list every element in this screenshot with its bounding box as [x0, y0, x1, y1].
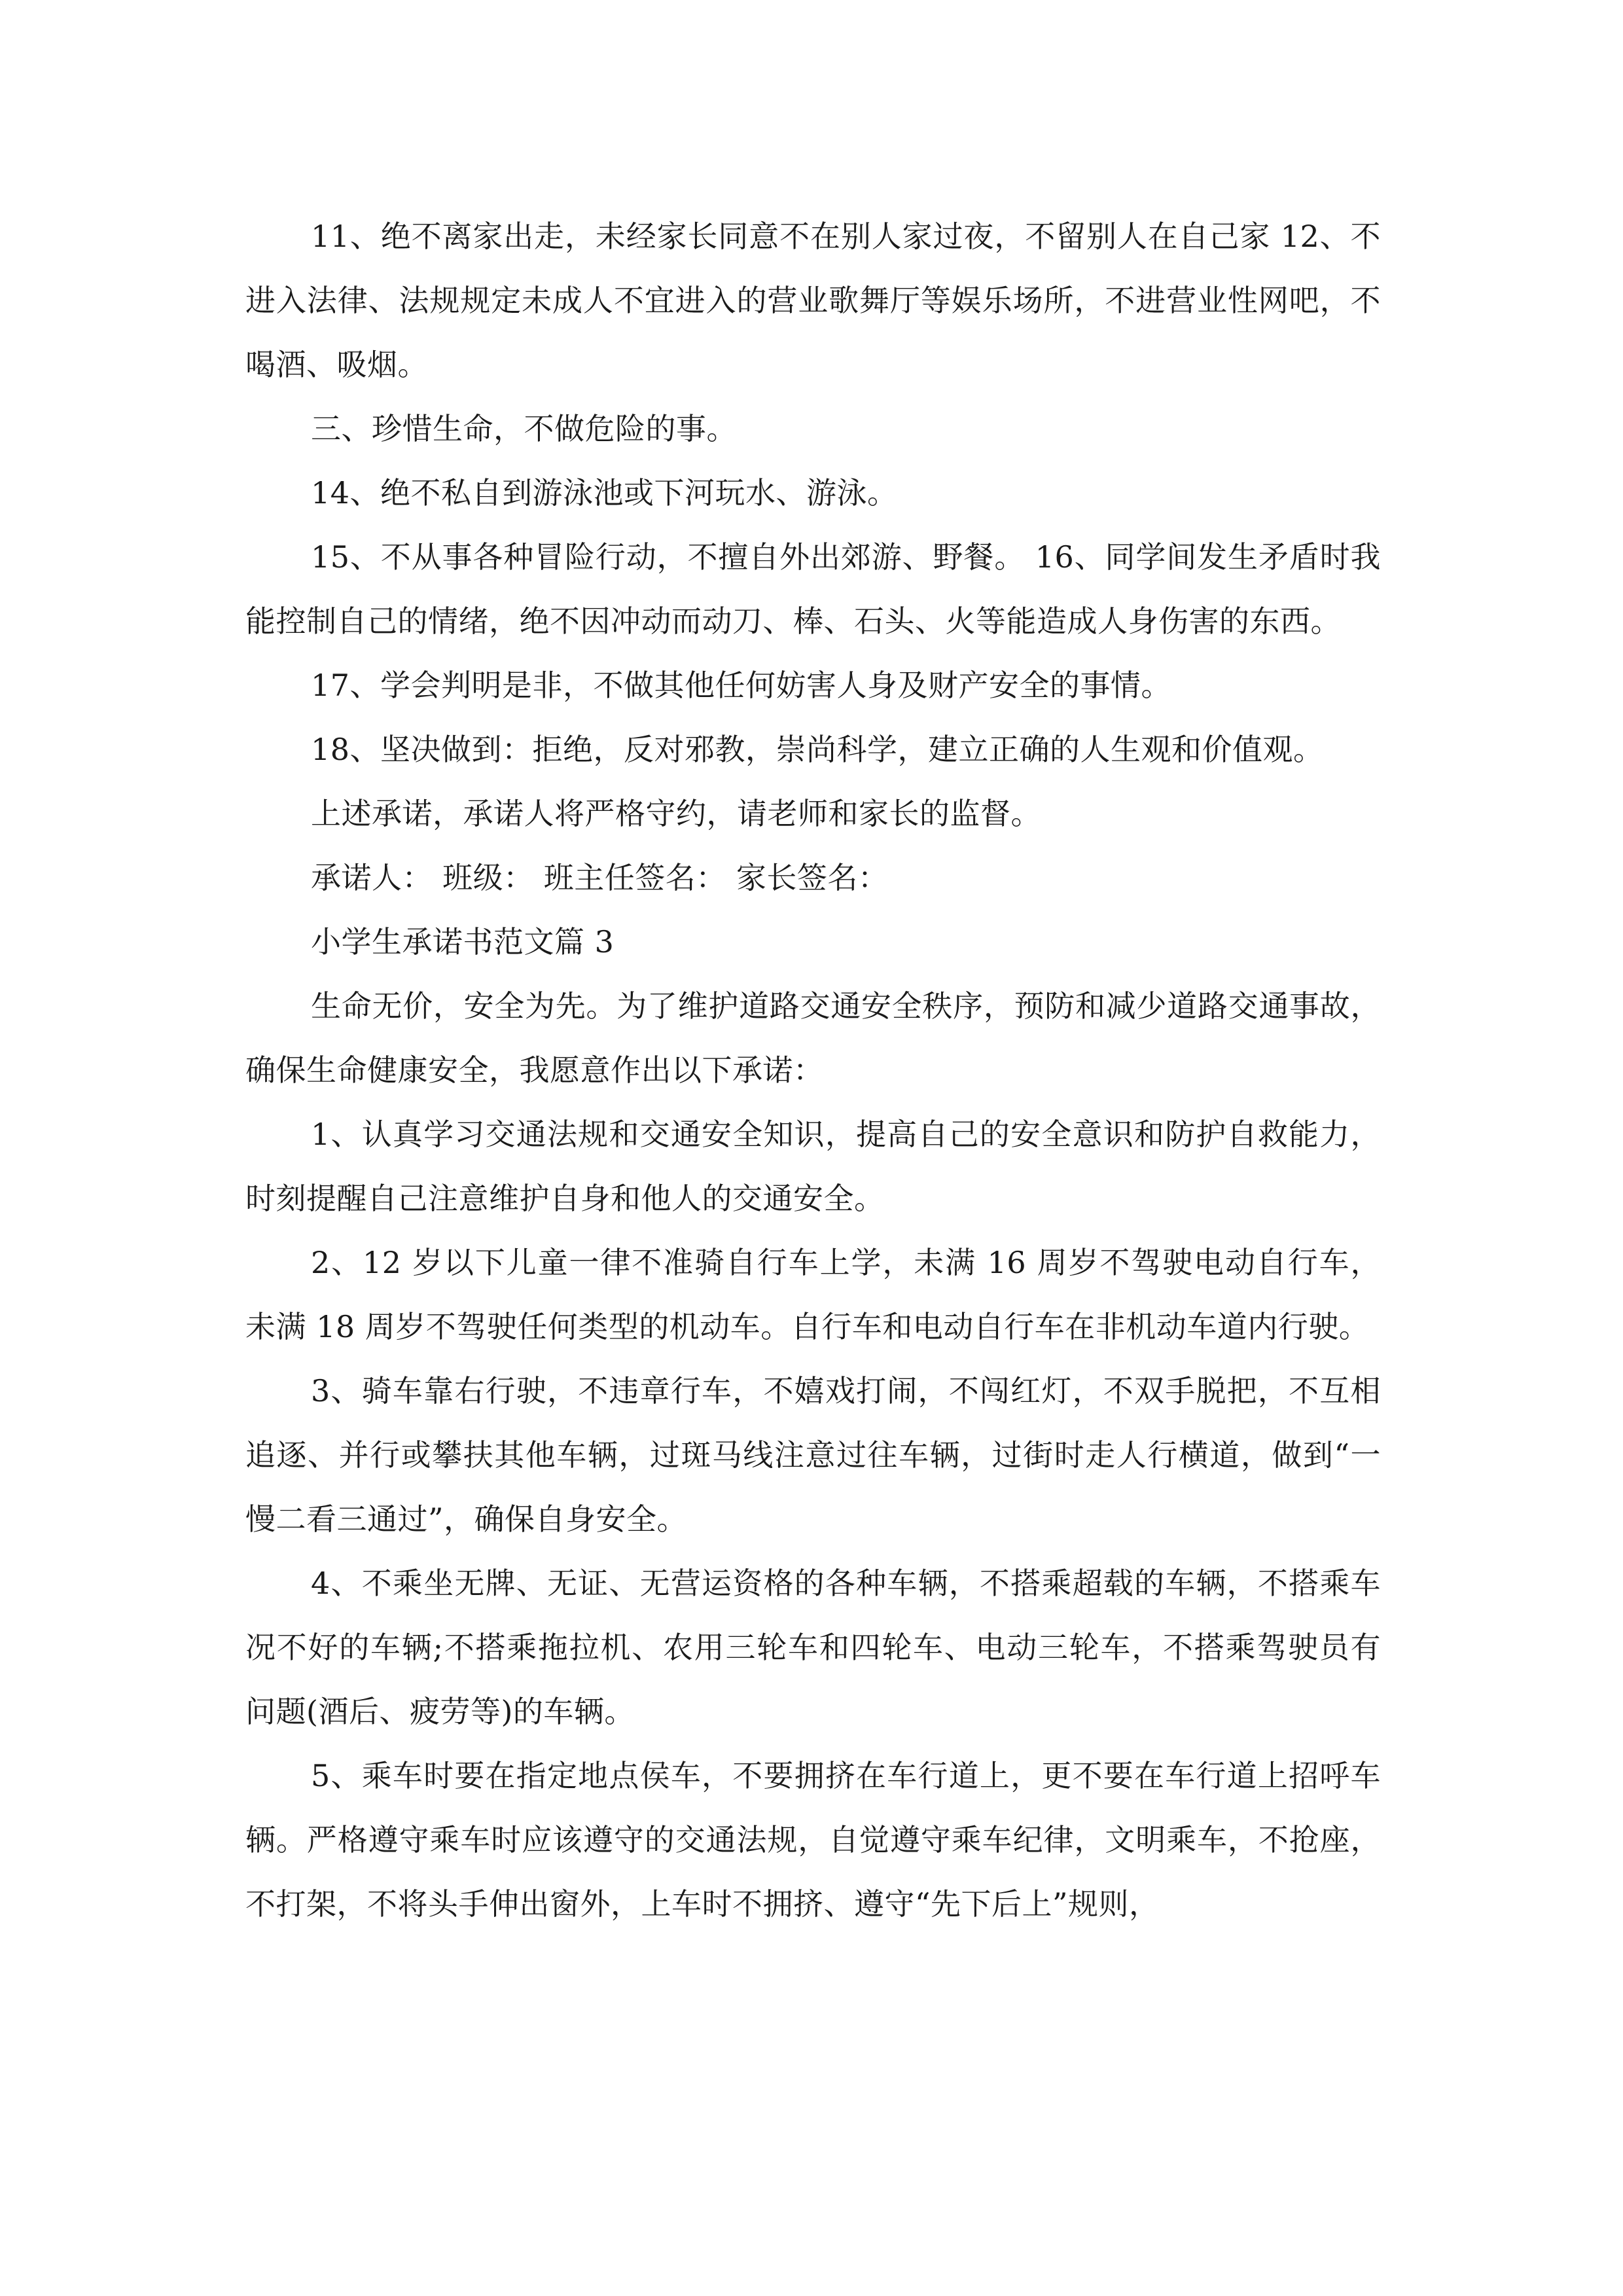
- signature-line: 承诺人： 班级： 班主任签名： 家长签名：: [311, 860, 889, 895]
- document-body: [245, 204, 1381, 1936]
- section-heading-3: 三、珍惜生命，不做危险的事。: [311, 411, 737, 446]
- paragraph-pledge-statement: 上述承诺，承诺人将严格守约，请老师和家长的监督。: [311, 796, 1041, 831]
- paragraph-item-11-12: 11、绝不离家出走，未经家长同意不在别人家过夜，不留别人在自己家 12、不进入法律、法规规定未成人不宜进入的营业歌舞厅等娱乐场所，不进营业性网吧，不喝酒、吸烟。: [245, 219, 1381, 382]
- paragraph-intro: 生命无价，安全为先。为了维护道路交通安全秩序，预防和减少道路交通事故，确保生命健康安全，我愿意作出以下承诺：: [245, 988, 1381, 1088]
- section-title: 小学生承诺书范文篇 3: [311, 924, 615, 960]
- paragraph-item-3: 3、骑车靠右行驶，不违章行车，不嬉戏打闹，不闯红灯，不双手脱把，不互相追逐、并行或攀扶其他车辆，过斑马线注意过往车辆，过街时走人行横道，做到“一慢二看三通过”，确保自身安全。: [245, 1373, 1381, 1537]
- paragraph-item-14: 14、绝不私自到游泳池或下河玩水、游泳。: [311, 475, 898, 511]
- paragraph-item-1: 1、认真学习交通法规和交通安全知识，提高自己的安全意识和防护自救能力，时刻提醒自己注意维护自身和他人的交通安全。: [245, 1117, 1381, 1216]
- paragraph-item-18: 18、坚决做到：拒绝，反对邪教，崇尚科学，建立正确的人生观和价值观。: [311, 732, 1324, 767]
- paragraph-item-5: 5、乘车时要在指定地点侯车，不要拥挤在车行道上，更不要在车行道上招呼车辆。严格遵守乘车时应该遵守的交通法规，自觉遵守乘车纪律，文明乘车，不抢座，不打架，不将头手伸出窗外，上车时不拥挤、遵守“先下后上”规则，: [245, 1758, 1381, 1922]
- paragraph-item-17: 17、学会判明是非，不做其他任何妨害人身及财产安全的事情。: [311, 668, 1172, 703]
- paragraph-item-15-16: 15、不从事各种冒险行动，不擅自外出郊游、野餐。 16、同学间发生矛盾时我能控制自己的情绪，绝不因冲动而动刀、棒、石头、火等能造成人身伤害的东西。: [245, 539, 1381, 639]
- paragraph-item-2: 2、12 岁以下儿童一律不准骑自行车上学，未满 16 周岁不驾驶电动自行车，未满 18 周岁不驾驶任何类型的机动车。自行车和电动自行车在非机动车道内行驶。: [245, 1245, 1381, 1344]
- paragraph-item-4: 4、不乘坐无牌、无证、无营运资格的各种车辆，不搭乘超载的车辆，不搭乘车况不好的车辆;不搭乘拖拉机、农用三轮车和四轮车、电动三轮车，不搭乘驾驶员有问题(酒后、疲劳等)的车辆。: [245, 1566, 1381, 1729]
